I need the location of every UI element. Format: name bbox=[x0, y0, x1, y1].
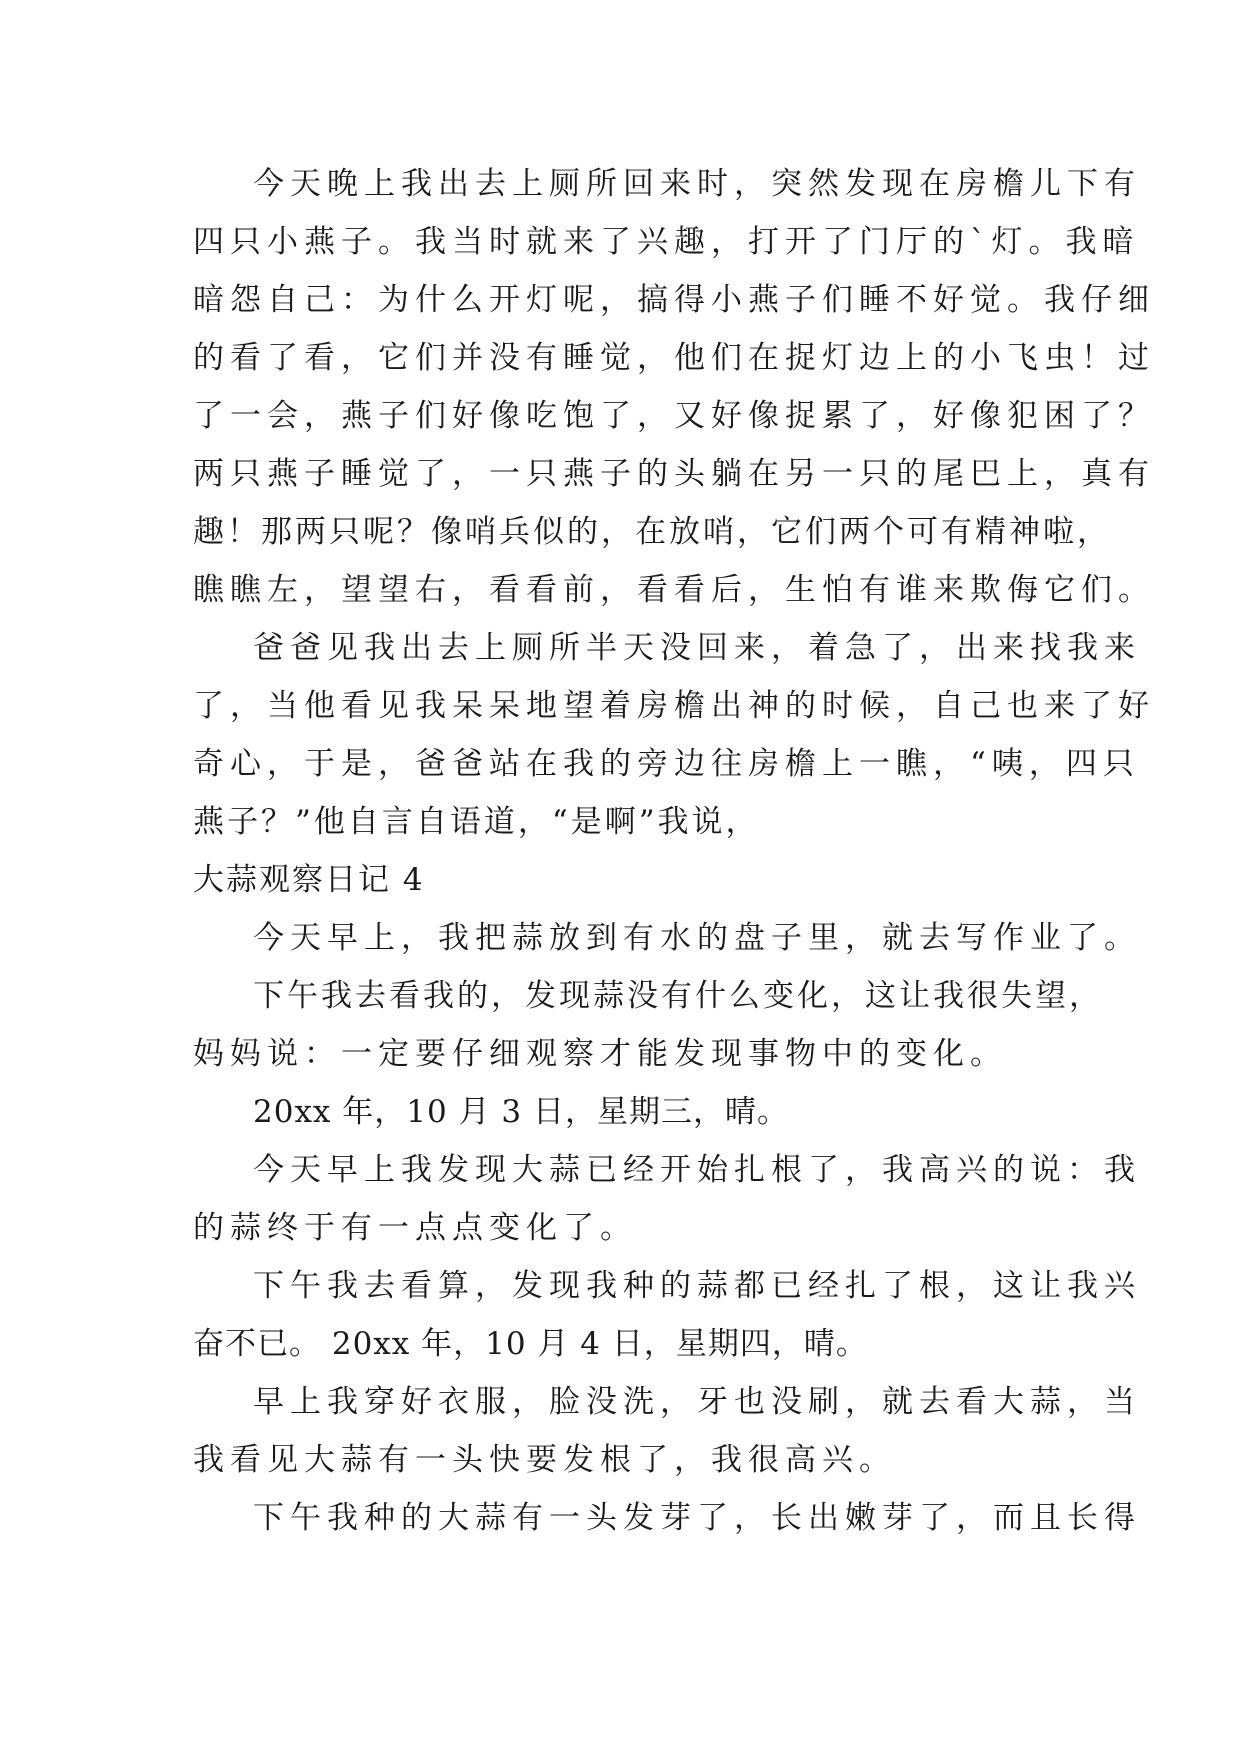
paragraph-line: 暗怨自己：为什么开灯呢，搞得小燕子们睡不好觉。我仔细 bbox=[193, 282, 1155, 318]
paragraph-line: 的看了看，它们并没有睡觉，他们在捉灯边上的小飞虫！过 bbox=[193, 340, 1155, 376]
paragraph-line: 下午我去看我的，发现蒜没有什么变化，这让我很失望， bbox=[253, 978, 1103, 1014]
paragraph-line: 爸爸见我出去上厕所半天没回来，着急了，出来找我来 bbox=[253, 630, 1141, 666]
paragraph-line: 瞧瞧左，望望右，看看前，看看后，生怕有谁来欺侮它们。 bbox=[193, 572, 1155, 608]
paragraph-line: 的蒜终于有一点点变化了。 bbox=[193, 1210, 637, 1246]
paragraph-line: 下午我去看算，发现我种的蒜都已经扎了根，这让我兴 bbox=[253, 1268, 1141, 1304]
section-heading: 大蒜观察日记 4 bbox=[193, 862, 425, 898]
paragraph-line: 我看见大蒜有一头快要发根了，我很高兴。 bbox=[193, 1442, 896, 1478]
paragraph-line: 四只小燕子。我当时就来了兴趣，打开了门厅的`灯。我暗 bbox=[193, 224, 1140, 260]
paragraph-line: 早上我穿好衣服，脸没洗，牙也没刷，就去看大蒜，当 bbox=[253, 1384, 1141, 1420]
paragraph-line: 了一会，燕子们好像吃饱了，又好像捉累了，好像犯困了？ bbox=[193, 398, 1155, 434]
paragraph-line: 妈妈说：一定要仔细观察才能发现事物中的变化。 bbox=[193, 1036, 1007, 1072]
paragraph-line: 奇心，于是，爸爸站在我的旁边往房檐上一瞧，“咦，四只 bbox=[193, 746, 1140, 782]
paragraph-line: 今天晚上我出去上厕所回来时，突然发现在房檐儿下有 bbox=[253, 166, 1141, 202]
date-line: 20xx 年，10 月 3 日，星期三，晴。 bbox=[253, 1094, 789, 1130]
paragraph-line: 趣！那两只呢？像哨兵似的，在放哨，它们两个可有精神啦， bbox=[193, 514, 1111, 550]
paragraph-line: 今天早上我发现大蒜已经开始扎根了，我高兴的说：我 bbox=[253, 1152, 1141, 1188]
paragraph-line: 燕子？”他自言自语道，“是啊”我说， bbox=[193, 804, 760, 840]
paragraph-line: 今天早上，我把蒜放到有水的盘子里，就去写作业了。 bbox=[253, 920, 1141, 956]
paragraph-line: 下午我种的大蒜有一头发芽了，长出嫩芽了，而且长得 bbox=[253, 1500, 1141, 1536]
paragraph-line: 两只燕子睡觉了，一只燕子的头躺在另一只的尾巴上，真有 bbox=[193, 456, 1155, 492]
paragraph-line: 了，当他看见我呆呆地望着房檐出神的时候，自己也来了好 bbox=[193, 688, 1155, 724]
paragraph-line: 奋不已。 20xx 年，10 月 4 日，星期四，晴。 bbox=[193, 1326, 868, 1362]
